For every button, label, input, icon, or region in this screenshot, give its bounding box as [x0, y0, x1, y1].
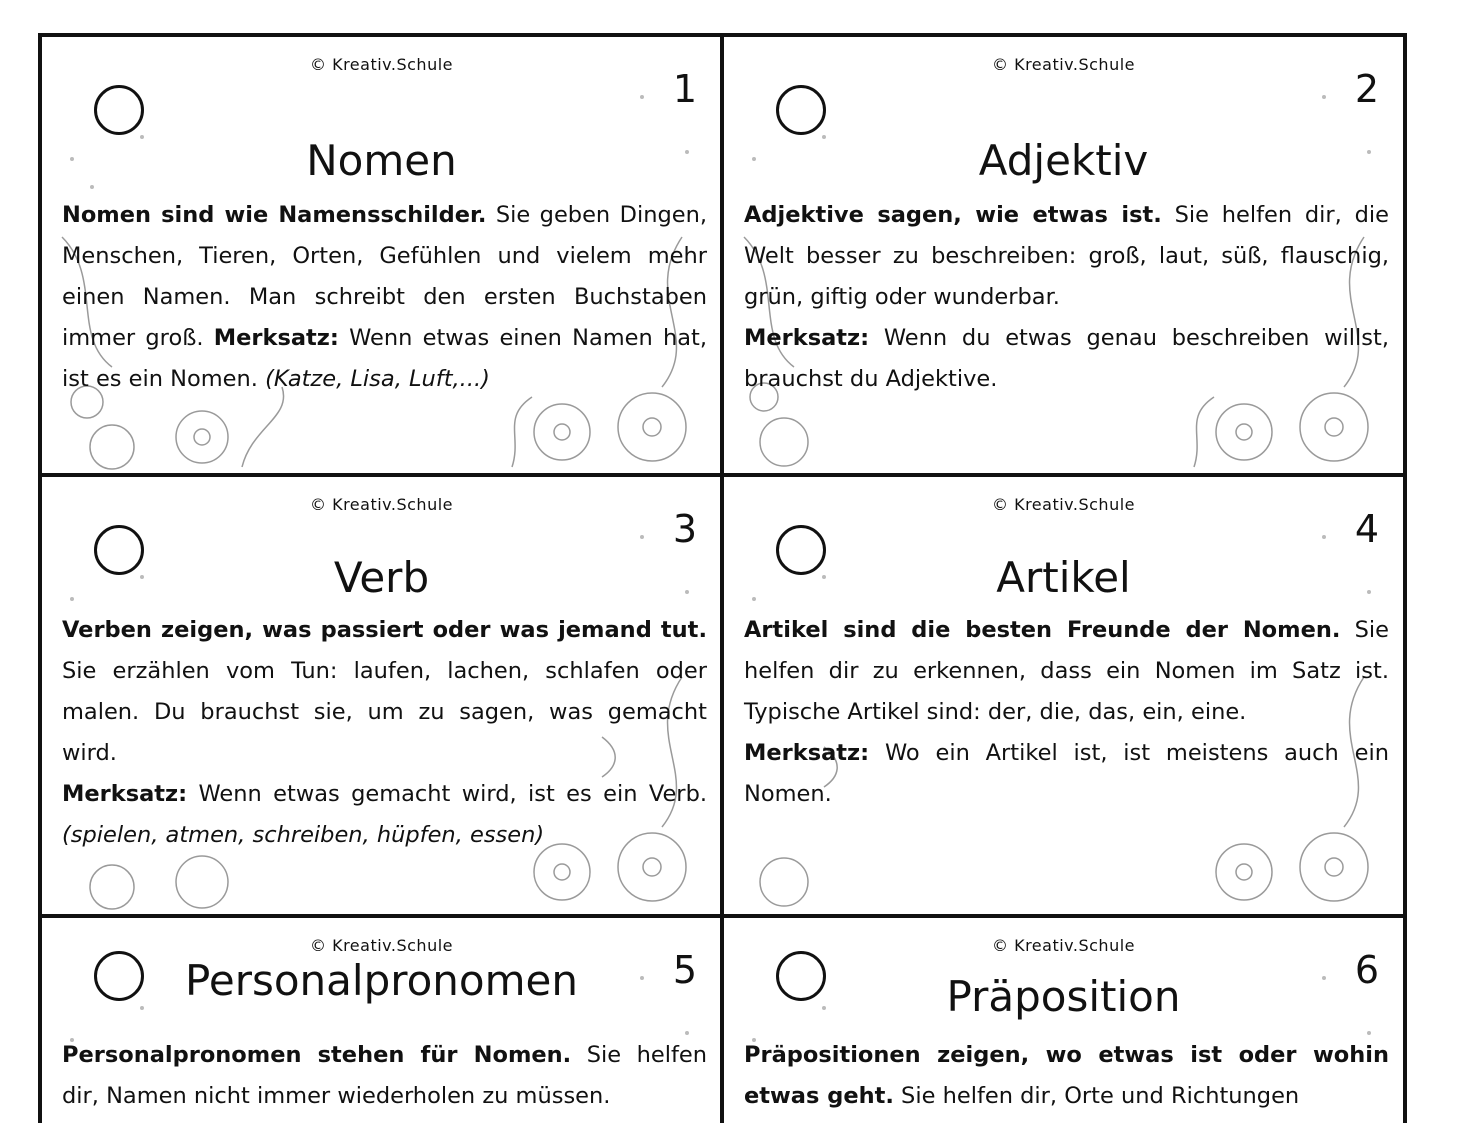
card-number: 1 [672, 67, 697, 111]
card-text [62, 195, 707, 400]
checkbox-circle[interactable] [94, 85, 144, 135]
card-artikel [724, 477, 1403, 914]
card-adjektiv [724, 37, 1403, 473]
card-praeposition [724, 918, 1403, 1114]
card-text [744, 1035, 1389, 1114]
merksatz-text: Wo ein Artikel ist, ist meistens auch ein Nomen. [744, 740, 1389, 807]
card-description: Sie helfen dir zu erkennen, dass ein Nomen im Satz ist. Typische Artikel sind: der, die, das, ein, eine. [744, 617, 1389, 725]
merksatz-label: Merksatz: [62, 781, 188, 807]
merksatz-text: Wenn etwas gemacht wird, ist es ein Verb. [187, 781, 707, 807]
card-text [744, 610, 1389, 815]
card-examples: (Katze, Lisa, Luft,...) [265, 366, 490, 392]
copyright-label: © Kreativ.Schule [309, 936, 453, 955]
card-number: 3 [672, 507, 697, 551]
card-title: Artikel [996, 553, 1131, 602]
card-description: Sie erzählen vom Tun: laufen, lachen, schlafen oder malen. Du brauchst sie, um zu sagen, was gemacht wird. [62, 658, 707, 766]
card-lead: Nomen sind wie Namensschilder. [62, 202, 487, 228]
card-description: Sie geben Dingen, Menschen, Tieren, Orten, Gefühlen und vielem mehr einen Namen. Man schreibt den ersten Buchstaben immer groß. [62, 202, 707, 351]
merksatz-text: Wenn etwas einen Namen hat, ist es ein Nomen. [62, 325, 708, 392]
copyright-label: © Kreativ.Schule [309, 495, 453, 514]
card-description: Sie helfen dir, Orte und Richtungen [893, 1083, 1300, 1109]
card-number: 2 [1354, 67, 1379, 111]
copyright-label: © Kreativ.Schule [991, 495, 1135, 514]
card-description: Sie helfen dir, Namen nicht immer wiederholen zu müssen. [62, 1042, 707, 1109]
card-text [62, 610, 707, 856]
card-description: Sie helfen dir, die Welt besser zu beschreiben: groß, laut, süß, flauschig, grün, giftig oder wunderbar. [744, 202, 1389, 310]
merksatz-label: Merksatz: [744, 740, 870, 766]
copyright-label: © Kreativ.Schule [309, 55, 453, 74]
copyright-label: © Kreativ.Schule [991, 936, 1135, 955]
card-title: Präposition [946, 972, 1181, 1021]
card-title: Personalpronomen [185, 956, 578, 1005]
card-text [744, 195, 1389, 400]
card-lead: Adjektive sagen, wie etwas ist. [744, 202, 1162, 228]
card-number: 4 [1354, 507, 1379, 551]
card-lead: Präpositionen zeigen, wo etwas ist oder wohin etwas geht. [744, 1042, 1389, 1109]
card-lead: Artikel sind die besten Freunde der Nomen. [744, 617, 1341, 643]
checkbox-circle[interactable] [776, 85, 826, 135]
card-nomen [42, 37, 721, 473]
merksatz-label: Merksatz: [213, 325, 339, 351]
merksatz-text: Wenn du etwas genau beschreiben willst, brauchst du Adjektive. [744, 325, 1389, 392]
card-lead: Verben zeigen, was passiert oder was jemand tut. [62, 617, 707, 643]
card-title: Adjektiv [978, 136, 1149, 185]
card-lead: Personalpronomen stehen für Nomen. [62, 1042, 572, 1068]
card-title: Verb [333, 553, 430, 602]
card-text [62, 1035, 707, 1114]
card-number: 5 [672, 948, 697, 992]
card-verb [42, 477, 721, 914]
card-examples: (spielen, atmen, schreiben, hüpfen, essen) [62, 822, 545, 848]
card-personalpronomen [42, 918, 721, 1114]
merksatz-label: Merksatz: [744, 325, 870, 351]
card-number: 6 [1354, 948, 1379, 992]
copyright-label: © Kreativ.Schule [991, 55, 1135, 74]
card-title: Nomen [306, 136, 457, 185]
